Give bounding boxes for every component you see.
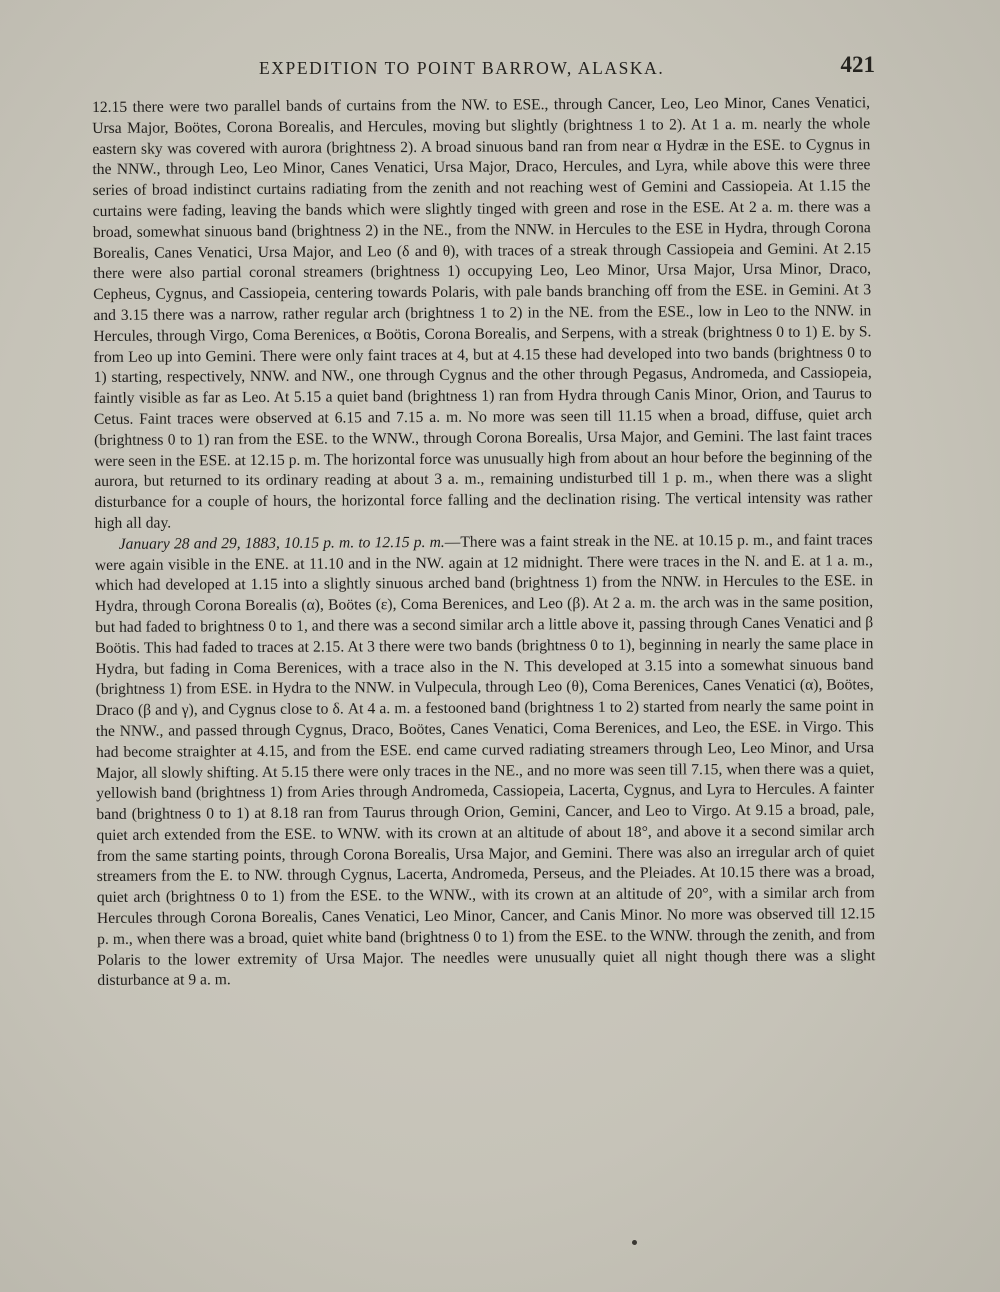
ink-speck: [632, 1240, 637, 1245]
running-title: EXPEDITION TO POINT BARROW, ALASKA.: [259, 58, 665, 78]
page-number: 421: [840, 52, 875, 77]
running-header: [95, 52, 875, 82]
date-heading: January 28 and 29, 1883, 10.15 p. m. to 12.15 p. m.: [118, 533, 445, 553]
paragraph-january-28-29: [95, 530, 876, 992]
paragraph-continued: 12.15 there were two parallel bands of curtains from the NW. to ESE., through Cancer, Leo, Leo Minor, Canes Venatici, Ursa Major, Boötes, Corona Borealis, and Hercules, moving but slightly (brightness 1 to 2). At 1 a. m. nearly the whole eastern sky was covered with aurora (brightness 2). A broad sinuous band ran from near α Hydræ in the ESE. to Cygnus in the NNW., through Leo, Leo Minor, Canes Venatici, Ursa Major, Draco, Hercules, and Lyra, while above this were three series of broad indistinct curtains radiating from the zenith and not reaching west of Gemini and Cassiopeia. At 1.15 the curtains were fading, leaving the bands which were slightly tinged with green and rose in the ESE. At 2 a. m. there was a broad, somewhat sinuous band (brightness 2) in the NE., from the NNW. in Hercules to the ESE in Hydra, through Corona Borealis, Canes Venatici, Ursa Major, and Leo (δ and θ), with traces of a streak through Cassiopeia and Gemini. At 2.15 there were also partial coronal streamers (brightness 1) occupying Leo, Leo Minor, Ursa Major, Ursa Minor, Draco, Cepheus, Cygnus, and Cassiopeia, centering towards Polaris, with pale bands branching off from the ESE. in Gemini. At 3 and 3.15 there was a narrow, rather regular arch (brightness 1 to 2) in the NE. from the ESE., low in Leo to the NNW. in Hercules, through Virgo, Coma Berenices, α Boötis, Corona Borealis, and Serpens, with a streak (brightness 0 to 1) E. by S. from Leo up into Gemini. There were only faint traces at 4, but at 4.15 these had developed into two bands (brightness 0 to 1) starting, respectively, NNW. and NW., one through Cygnus and the other through Pegasus, Andromeda, and Cassiopeia, faintly visible as far as Leo. At 5.15 a quiet band (brightness 1) ran from Hydra through Canis Minor, Orion, and Taurus to Cetus. Faint traces were observed at 6.15 and 7.15 a. m. No more was seen till 11.15 when a broad, diffuse, quiet arch (brightness 0 to 1) ran from the ESE. to the WNW., through Corona Borealis, Ursa Major, and Gemini. The last faint traces were seen in the ESE. at 12.15 p. m. The horizontal force was unusually high from about an hour before the beginning of the aurora, but returned to its ordinary reading at about 3 a. m., remaining undisturbed till 1 p. m., when there was a slight disturbance for a couple of hours, the horizontal force falling and the declination rising. The vertical intensity was rather high all day.: [92, 94, 873, 532]
paragraph-body: —There was a faint streak in the NE. at 10.15 p. m., and faint traces were again visible in the ENE. at 11.10 and in the NW. again at 12 midnight. There were traces in the N. and E. at 1 a. m., which had developed at 1.15 into a slightly sinuous arched band (brightness 1) from the NNW. in Hercules to the ESE. in Hydra, through Corona Borealis (α), Boötes (ε), Coma Berenices, and Leo (β). At 2 a. m. the arch was in the same position, but had faded to brightness 0 to 1, and there was a second similar arch a little above it, passing through Canes Venatici and β Boötis. This had faded to traces at 2.15. At 3 there were two bands (brightness 0 to 1), beginning in nearly the same place in Hydra, but fading in Coma Berenices, with a trace also in the N. This developed at 3.15 into a somewhat sinuous band (brightness 1) from ESE. in Hydra to the NNW. in Vulpecula, through Leo (θ), Coma Berenices, Canes Venatici (α), Boötes, Draco (β and γ), and Cygnus close to δ. At 4 a. m. a festooned band (brightness 1 to 2) started from nearly the same point in the NNW., and passed through Cygnus, Draco, Boötes, Canes Venatici, Coma Berenices, and Leo, the ESE. in Virgo. This had become straighter at 4.15, and from the ESE. end came curved radiating streamers through Leo, Leo Minor, and Ursa Major, all slowly shifting. At 5.15 there were only traces in the NE., and no more was seen till 7.15, when there was a quiet, yellowish band (brightness 1) from Aries through Andromeda, Cassiopeia, Lacerta, Cygnus, and Lyra to Hercules. A fainter band (brightness 0 to 1) at 8.18 ran from Taurus through Orion, Gemini, Cancer, and Leo to Virgo. At 9.15 a broad, pale, quiet arch extended from the ESE. to WNW. with its crown at an altitude of about 18°, and above it a second similar arch from the same starting points, through Corona Borealis, Ursa Major, and Gemini. There was also an irregular arch of quiet streamers from the E. to NW. through Cygnus, Lacerta, Andromeda, Perseus, and the Pleiades. At 10.15 there was a broad, quiet arch (brightness 0 to 1) from the ESE. to the WNW., with its crown at an altitude of 20°, with a similar arch from Hercules through Corona Borealis, Canes Venatici, Leo Minor, Cancer, and Canis Minor. No more was observed till 12.15 p. m., when there was a broad, quiet white band (brightness 0 to 1) from the ESE. to the WNW. through the zenith, and from Polaris to the lower extremity of Ursa Major. The needles were unusually quiet all night though there was a slight disturbance at 9 a. m.: [94, 530, 876, 990]
body-text: [92, 93, 875, 992]
